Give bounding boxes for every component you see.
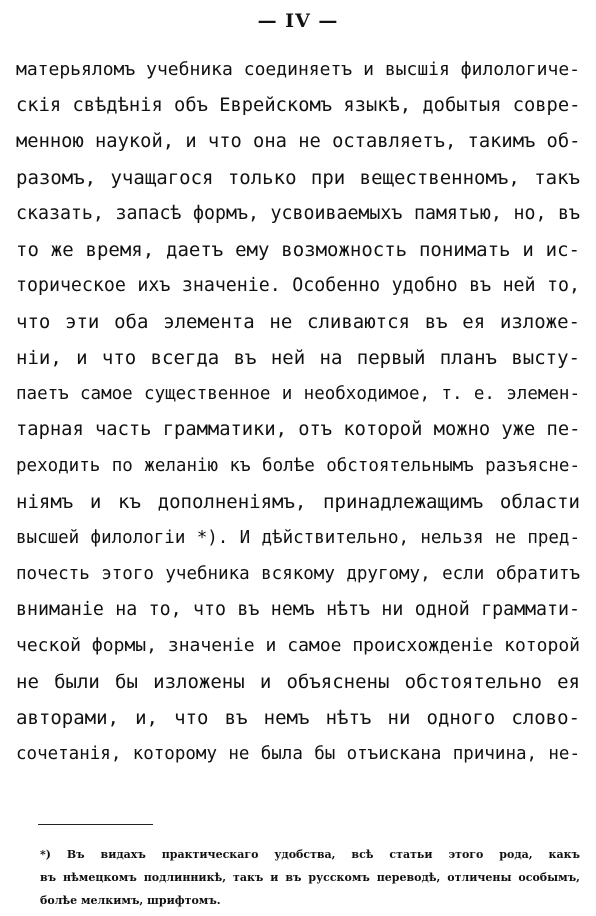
text-line: ческой формы, значеніе и самое происхожденіе которой [16, 635, 580, 656]
text-line: тарная часть грамматики, отъ которой можно уже пе- [16, 419, 581, 440]
text-line: ніямъ и къ дополненіямъ, принадлежащимъ области [16, 491, 580, 513]
text-line: не были бы изложены и объяснены обстоятельно ея [16, 671, 580, 693]
text-line: авторами, и, что въ немъ нѣтъ ни одного слово- [16, 707, 580, 729]
text-line: ніи, и что всегда въ ней на первый планъ высту- [16, 347, 580, 369]
footnote [40, 843, 580, 912]
text-line: то же время, даетъ ему возможность понимать и ис- [16, 239, 580, 261]
footnote-line: болѣе мелкимъ, шрифтомъ. [40, 894, 221, 907]
text-line: реходить по желанію къ болѣе обстоятельнымъ разъясне- [16, 456, 580, 476]
text-line: торическое ихъ значеніе. Особенно удобно въ ней то, [16, 275, 580, 296]
text-line: вниманіе на то, что въ немъ нѣтъ ни одной граммати- [16, 599, 580, 620]
main-text [16, 52, 580, 772]
text-line: высшей филологіи *). И дѣйствительно, нельзя не пред- [16, 528, 580, 548]
text-line: что эти оба элемента не сливаются въ ея изложе- [16, 311, 580, 333]
text-line: менною наукой, и что она не оставляетъ, такимъ об- [16, 131, 581, 152]
text-line: матерьяломъ учебника соединяетъ и высшія филологиче- [16, 59, 580, 80]
text-line: скія свѣдѣнія объ Еврейскомъ языкѣ, добытыя совре- [16, 95, 581, 116]
text-line: разомъ, учащагося только при вещественномъ, такъ [16, 167, 580, 189]
text-line: сказать, запасѣ формъ, усвоиваемыхъ памятью, но, въ [16, 203, 580, 224]
text-line: сочетанія, которому не была бы отъискана причина, не- [16, 744, 580, 764]
footnote-line: *) Въ видахъ практическаго удобства, всѣ статьи этого рода, какъ [40, 848, 580, 861]
footnote-line: въ нѣмецкомъ подлинникѣ, такъ и въ русскомъ переводѣ, отличены особымъ, [40, 871, 580, 884]
footnote-divider [38, 824, 153, 825]
page-number: — IV — [257, 10, 339, 32]
text-line: паетъ самое существенное и необходимое, т. е. элемен- [16, 384, 580, 404]
text-line: почесть этого учебника всякому другому, если обратитъ [16, 564, 580, 584]
